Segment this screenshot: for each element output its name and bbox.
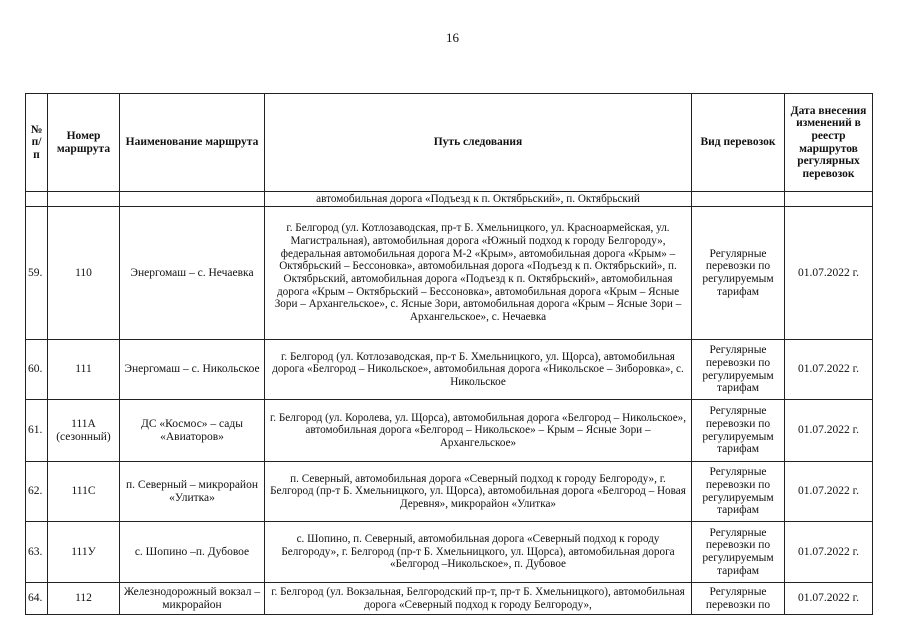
page-number: 16 <box>446 30 459 45</box>
cell-route-number: 111У <box>48 522 120 583</box>
header-transport-type: Вид перевозок <box>692 94 785 192</box>
cell-path: г. Белгород (ул. Вокзальная, Белгородский пр-т, пр-т Б. Хмельницкого), автомобильная дорога «Северный подход к городу Белгороду», <box>265 583 692 615</box>
cell-path: г. Белгород (ул. Котлозаводская, пр-т Б. Хмельницкого, ул. Щорса), автомобильная дорога «Белгород – Никольское», автомобильная дорога «Никольское – Зиборовка», с. Никольское <box>265 340 692 400</box>
table-row <box>26 522 873 583</box>
cell-num: 62. <box>26 462 48 522</box>
cell-date: 01.07.2022 г. <box>785 207 873 340</box>
cell-path: г. Белгород (ул. Котлозаводская, пр-т Б. Хмельницкого, ул. Красноармейская, ул. Магистральная), автомобильная дорога «Южный подход к городу Белгороду», федеральная автомобильная дорога М-2 «Крым», автомобильная дорога «Крым» – Октябрьский – Бессоновка», автомобильная дорога «Подъезд к п. Октябрьский», п. Октябрьский, автомобильная дорога «Подъезд к п. Октябрьский», автомобильная дорога «Крым – Октябрьский – Бессоновка», автомобильная дорога «Крым – Ясные Зори – Архангельское», с. Ясные Зори, автомобильная дорога «Крым – Ясные Зори – Архангельское», с. Нечаевка <box>265 207 692 340</box>
cell-route-number <box>48 192 120 207</box>
cell-transport-type <box>692 192 785 207</box>
cell-route-name: п. Северный – микрорайон «Улитка» <box>120 462 265 522</box>
cell-transport-type: Регулярные перевозки по регулируемым тарифам <box>692 400 785 462</box>
cell-num: 59. <box>26 207 48 340</box>
table-row <box>26 340 873 400</box>
cell-route-number: 110 <box>48 207 120 340</box>
table-header-row <box>26 94 873 192</box>
cell-route-number: 111С <box>48 462 120 522</box>
cell-transport-type: Регулярные перевозки по <box>692 583 785 615</box>
cell-date: 01.07.2022 г. <box>785 462 873 522</box>
cell-num: 60. <box>26 340 48 400</box>
cell-num: 63. <box>26 522 48 583</box>
routes-registry-table <box>25 93 873 615</box>
cell-transport-type: Регулярные перевозки по регулируемым тарифам <box>692 462 785 522</box>
cell-date: 01.07.2022 г. <box>785 400 873 462</box>
table-row <box>26 462 873 522</box>
cell-route-name: с. Шопино –п. Дубовое <box>120 522 265 583</box>
table-row <box>26 400 873 462</box>
cell-date: 01.07.2022 г. <box>785 340 873 400</box>
cell-transport-type: Регулярные перевозки по регулируемым тарифам <box>692 340 785 400</box>
cell-date: 01.07.2022 г. <box>785 522 873 583</box>
cell-path: с. Шопино, п. Северный, автомобильная дорога «Северный подход к городу Белгороду», г. Белгород (пр-т Б. Хмельницкого, ул. Щорса), автомобильная дорога «Белгород –Никольское», п. Дубовое <box>265 522 692 583</box>
cell-route-number: 111 <box>48 340 120 400</box>
cell-transport-type: Регулярные перевозки по регулируемым тарифам <box>692 207 785 340</box>
cell-route-number: 111А (сезонный) <box>48 400 120 462</box>
cell-route-name: Энергомаш – с. Нечаевка <box>120 207 265 340</box>
header-path: Путь следования <box>265 94 692 192</box>
cell-route-name <box>120 192 265 207</box>
cell-path: г. Белгород (ул. Королева, ул. Щорса), автомобильная дорога «Белгород – Никольское», автомобильная дорога «Белгород – Никольское» – Крым – Ясные Зори – Архангельское» <box>265 400 692 462</box>
cell-path: автомобильная дорога «Подъезд к п. Октябрьский», п. Октябрьский <box>265 192 692 207</box>
cell-route-name: Железнодорожный вокзал – микрорайон <box>120 583 265 615</box>
header-date: Дата внесения изменений в реестр маршрутов регулярных перевозок <box>785 94 873 192</box>
cell-path: п. Северный, автомобильная дорога «Северный подход к городу Белгороду», г. Белгород (пр-т Б. Хмельницкого, ул. Щорса), автомобильная дорога «Белгород – Новая Деревня», микрорайон «Улитка» <box>265 462 692 522</box>
cell-transport-type: Регулярные перевозки по регулируемым тарифам <box>692 522 785 583</box>
cell-route-name: ДС «Космос» – сады «Авиаторов» <box>120 400 265 462</box>
cell-date <box>785 192 873 207</box>
cell-route-name: Энергомаш – с. Никольское <box>120 340 265 400</box>
cell-route-number: 112 <box>48 583 120 615</box>
header-route-name: Наименование маршрута <box>120 94 265 192</box>
table-row <box>26 583 873 615</box>
table-row <box>26 207 873 340</box>
header-route-number: Номер маршрута <box>48 94 120 192</box>
header-num: № п/п <box>26 94 48 192</box>
cell-num <box>26 192 48 207</box>
cell-date: 01.07.2022 г. <box>785 583 873 615</box>
cell-num: 64. <box>26 583 48 615</box>
cell-num: 61. <box>26 400 48 462</box>
table-row-continuation <box>26 192 873 207</box>
